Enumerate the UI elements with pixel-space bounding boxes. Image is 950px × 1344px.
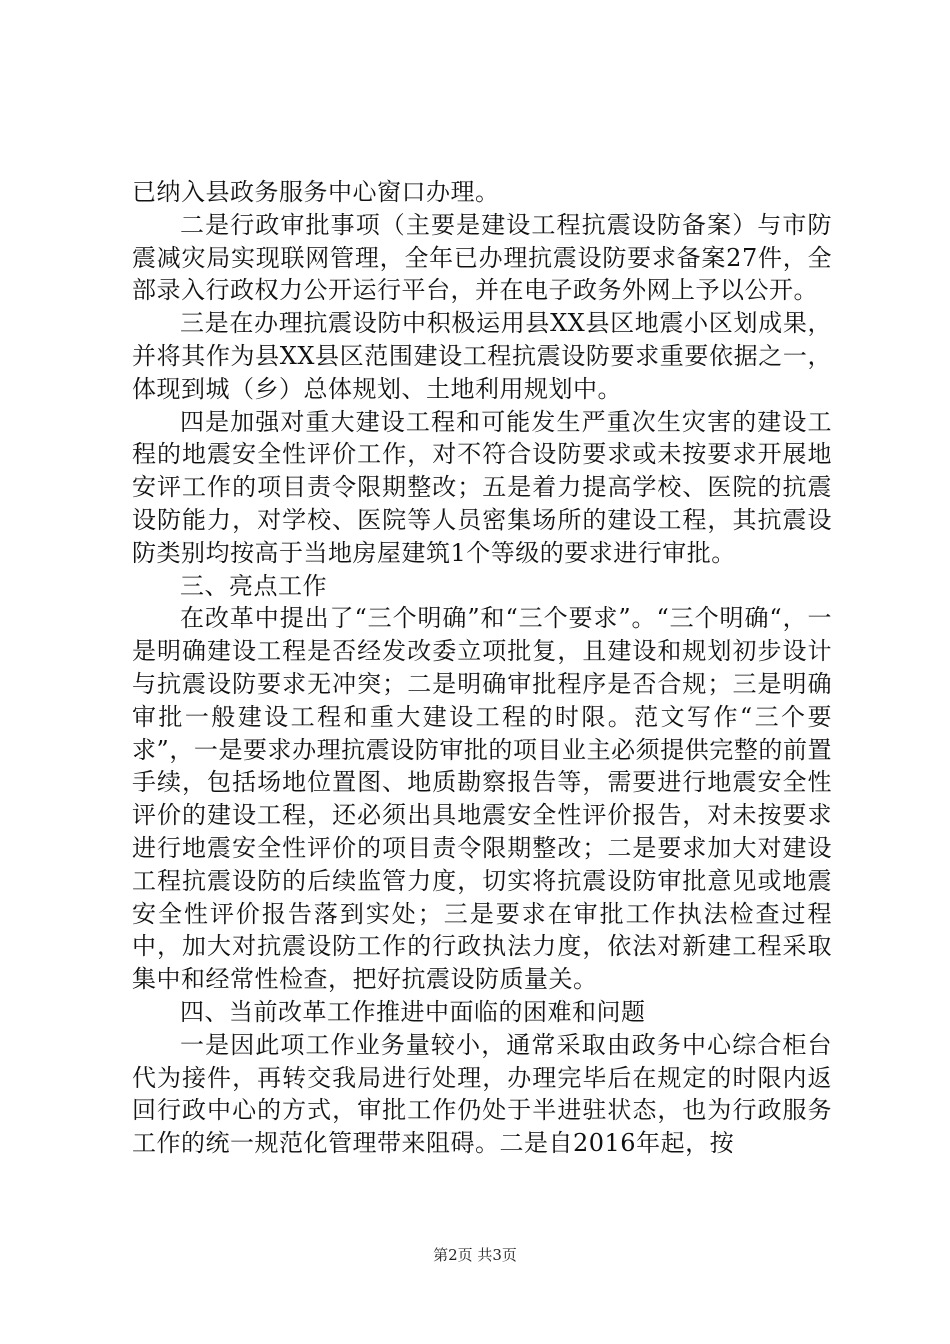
paragraph: 二是行政审批事项（主要是建设工程抗震设防备案）与市防震减灾局实现联网管理，全年已办理抗震设防要求备案27件，全部录入行政权力公开运行平台，并在电子政务外网上予以公开。	[132, 210, 832, 305]
document-body	[132, 176, 832, 1160]
section-heading: 三、亮点工作	[180, 571, 327, 600]
section-heading: 四、当前改革工作推进中面临的困难和问题	[180, 997, 646, 1026]
paragraph: 在改革中提出了“三个明确”和“三个要求”。“三个明确“，一是明确建设工程是否经发改委立项批复，且建设和规划初步设计与抗震设防要求无冲突；二是明确审批程序是否合规；三是明确审批一般建设工程和重大建设工程的时限。范文写作“三个要求”，一是要求办理抗震设防审批的项目业主必须提供完整的前置手续，包括场地位置图、地质勘察报告等，需要进行地震安全性评价的建设工程，还必须出具地震安全性评价报告，对未按要求进行地震安全性评价的项目责令限期整改；二是要求加大对建设工程抗震设防的后续监管力度，切实将抗震设防审批意见或地震安全性评价报告落到实处；三是要求在审批工作执法检查过程中，加大对抗震设防工作的行政执法力度，依法对新建工程采取集中和经常性检查，把好抗震设防质量关。	[132, 604, 832, 994]
page-number: 第2页 共3页	[433, 1246, 517, 1264]
paragraph: 一是因此项工作业务量较小，通常采取由政务中心综合柜台代为接件，再转交我局进行处理，办理完毕后在规定的时限内返回行政中心的方式，审批工作仍处于半进驻状态，也为行政服务工作的统一规范化管理带来阻碍。二是自2016年起，按	[132, 1030, 832, 1158]
paragraph: 三是在办理抗震设防中积极运用县XX县区地震小区划成果，并将其作为县XX县区范围建设工程抗震设防要求重要依据之一，体现到城（乡）总体规划、土地利用规划中。	[132, 309, 832, 403]
paragraph: 四是加强对重大建设工程和可能发生严重次生灾害的建设工程的地震安全性评价工作，对不符合设防要求或未按要求开展地安评工作的项目责令限期整改；五是着力提高学校、医院的抗震设防能力，对学校、医院等人员密集场所的建设工程，其抗震设防类别均按高于当地房屋建筑1个等级的要求进行审批。	[132, 407, 832, 567]
paragraph: 已纳入县政务服务中心窗口办理。	[132, 178, 500, 206]
